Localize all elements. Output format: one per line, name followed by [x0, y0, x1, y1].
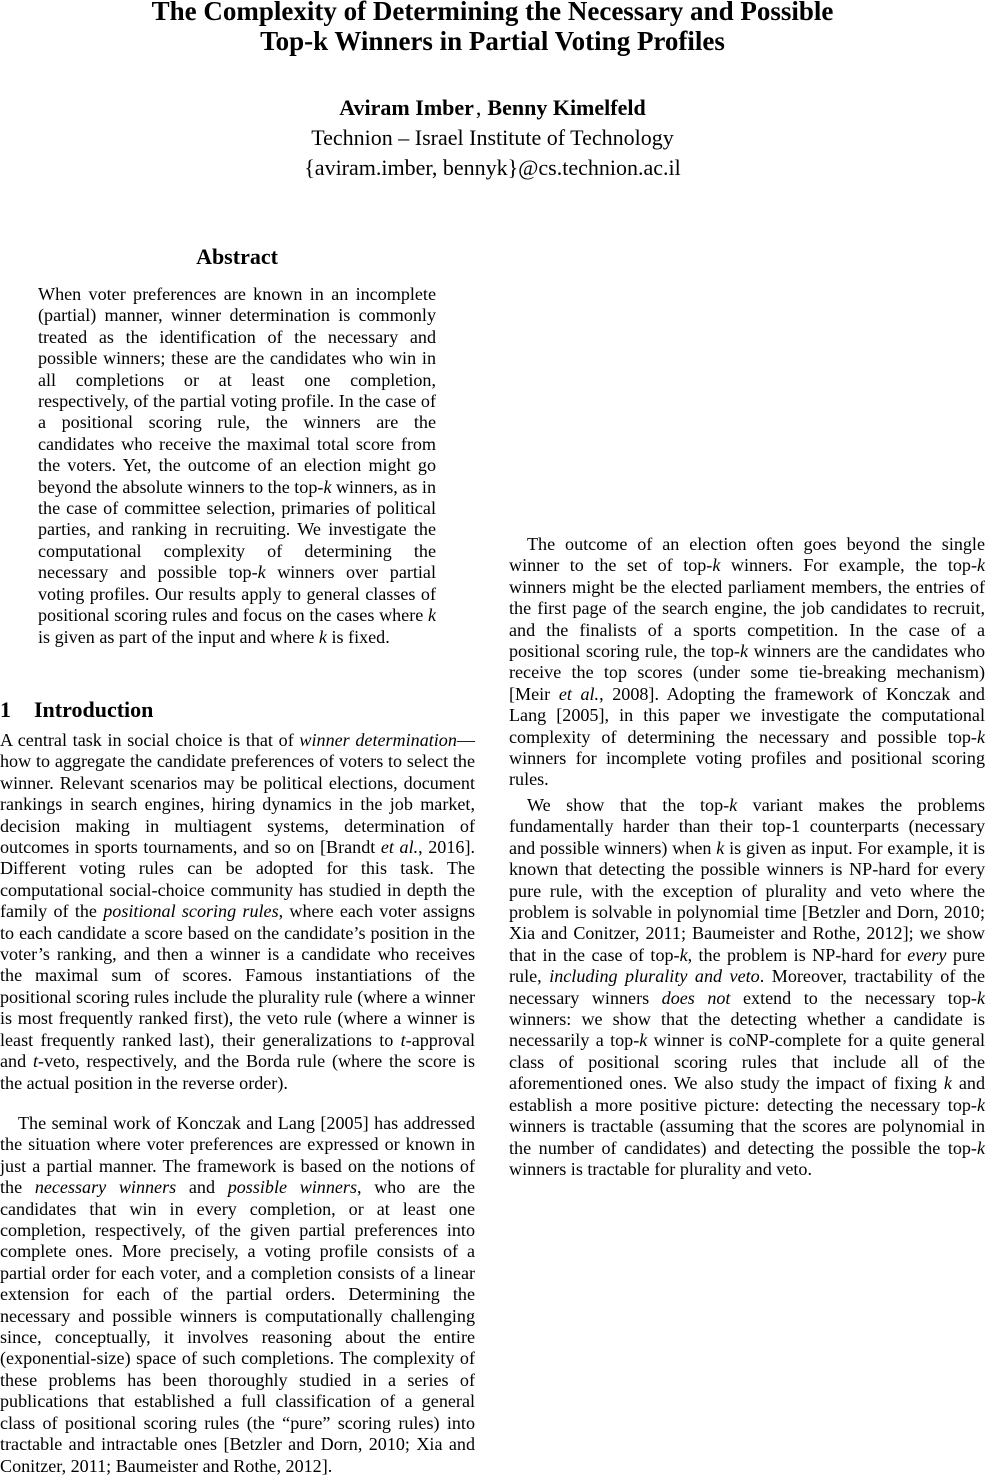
- intro-paragraph-1: [0, 730, 475, 1094]
- section-heading-introduction: [0, 697, 153, 723]
- abstract-heading: Abstract: [196, 244, 278, 269]
- intro-paragraph-3: [509, 534, 985, 791]
- emphasis: necessary winners: [34, 1177, 177, 1198]
- intro-paragraph-4: [509, 795, 985, 1180]
- math-k: k: [976, 726, 985, 747]
- text-run: winners: we show that the detecting whether a candidate is necessarily a top-: [509, 1009, 985, 1051]
- emphasis: et al.: [380, 837, 419, 858]
- text-run: , the problem is NP-hard for: [687, 944, 908, 965]
- text-run: winners for incomplete voting profiles and positional scoring rules.: [509, 748, 985, 790]
- abstract-text-4: is given as part of the input and where: [38, 626, 319, 647]
- text-run: , 2016]. Different voting rules can be adopted for this task. The computational social-choice community has studied in depth the family of the: [0, 837, 475, 922]
- math-k: k: [716, 837, 725, 858]
- text-run: -approval and: [0, 1029, 475, 1072]
- abstract-text: [38, 284, 436, 648]
- emphasis: positional scoring rules: [103, 901, 279, 922]
- text-run: The outcome of an election often goes beyond the single winner to the set of top-: [509, 534, 985, 576]
- text-run: A central task in social choice is that of: [0, 730, 300, 750]
- math-k: k: [943, 1073, 952, 1094]
- math-k: k: [679, 944, 688, 965]
- text-run: , where each voter assigns to each candidate a score based on the candidate’s position in the voter’s ranking, and then a winner is a candidate who receives the maximal sum of scores. Famous instantiations of the positional scoring rules include the plurality rule (where a winner is most frequently ranked first), the veto rule (where a winner is least frequently ranked last), their generalizations to: [0, 901, 475, 1050]
- text-run: winners. For example, the top-: [720, 555, 977, 576]
- author-2: Benny Kimelfeld: [487, 95, 646, 120]
- emphasis: winner determination: [299, 730, 457, 750]
- emphasis: et al.: [558, 683, 600, 704]
- text-run: is given as input. For example, it is known that detecting the possible winners is NP-hard for every pure rule, with the exception of plurality and veto where the problem is solvable in polynomial time [Betzler and Dorn, 2010; Xia and Conitzer, 2011; Baumeister and Rothe, 2012]; we show that in the case of top-: [509, 837, 985, 965]
- math-k: k: [976, 555, 985, 576]
- text-run: . Moreover, tractability of the necessary winners: [509, 966, 985, 1008]
- text-run: winners are the candidates who receive the top scores (under some tie-breaking mechanism) [Meir: [509, 641, 985, 704]
- math-k: k: [739, 641, 748, 662]
- author-names: [0, 93, 985, 123]
- emphasis: possible winners: [227, 1177, 358, 1198]
- math-k: k: [257, 562, 266, 583]
- text-run: winners is tractable (assuming that the scores are polynomial in the number of candidates) and detecting the possible the top-: [509, 1116, 985, 1158]
- text-run: and: [176, 1177, 228, 1198]
- text-run: We show that the top-: [527, 795, 730, 815]
- affiliation: Technion – Israel Institute of Technology: [311, 125, 674, 150]
- text-run: pure rule,: [509, 944, 985, 987]
- math-t: t: [32, 1051, 38, 1072]
- abstract-text-5: is fixed.: [326, 626, 390, 647]
- section-title: Introduction: [34, 697, 154, 722]
- text-run: , 2008]. Adopting the framework of Konczak and Lang [2005], in this paper we investigate the computational complexity of determining the necessary and possible top-: [509, 683, 985, 747]
- abstract-text-3: winners over partial voting profiles. Our results apply to general classes of positional scoring rules and focus on the cases where: [38, 562, 436, 626]
- math-k: k: [976, 1137, 985, 1158]
- math-k: k: [976, 1094, 985, 1115]
- emphasis: does not: [661, 987, 731, 1008]
- math-k: k: [323, 476, 332, 497]
- math-k: k: [976, 987, 985, 1008]
- intro-paragraph-2-start: [0, 1113, 475, 1477]
- author-separator: ,: [475, 95, 482, 120]
- abstract-text-1: When voter preferences are known in an incomplete (partial) manner, winner determination is commonly treated as the identification of the necessary and possible winners; these are the candidates who win in all completions or at least one completion, respectively, of the partial voting profile. In the case of a positional scoring rule, the winners are the candidates who receive the maximal total score from the voters. Yet, the outcome of an election might go beyond the absolute winners to the top-: [38, 284, 436, 497]
- text-run: —how to aggregate the candidate preferences of voters to select the winner. Relevant scenarios may be political elections, document rankings in search engines, hiring dynamics in the job market, decision making in multiagent systems, determination of outcomes in sports tournaments, and so on [Brandt: [0, 730, 475, 858]
- math-k: k: [427, 605, 436, 626]
- math-k: k: [729, 795, 738, 815]
- text-run: -veto, respectively, and the Borda rule (where the score is the actual position in the reverse order).: [0, 1051, 475, 1093]
- author-email: {aviram.imber, bennyk}@cs.technion.ac.il: [304, 155, 681, 180]
- text-run: winners is tractable for plurality and veto.: [509, 1158, 812, 1179]
- text-run: and establish a more positive picture: detecting the necessary top-: [509, 1073, 985, 1115]
- math-k: k: [318, 626, 327, 647]
- emphasis: including plurality and veto: [549, 966, 760, 987]
- emphasis: every: [907, 944, 947, 965]
- title-line-1: The Complexity of Determining the Necessary and Possible: [151, 0, 834, 26]
- text-run: winner is coNP-complete for a quite general class of positional scoring rules that include all of the aforementioned ones. We also study the impact of fixing: [509, 1030, 985, 1094]
- math-k: k: [712, 555, 721, 576]
- paper-title: [0, 0, 985, 56]
- text-run: extend to the necessary top-: [730, 987, 977, 1008]
- title-line-2: Top-k Winners in Partial Voting Profiles: [260, 26, 725, 56]
- text-run: , who are the candidates that win in every completion, or at least one completion, respectively, of the given partial preferences into complete ones. More precisely, a voting profile consists of a partial order for each voter, and a completion consists of a linear extension for each of the partial orders. Determining the necessary and possible winners is computationally challenging since, conceptually, it involves reasoning about the entire (exponential-size) space of such completions. The complexity of these problems has been thoroughly studied in a series of publications that established a full classification of a general class of positional scoring rules (the “pure” scoring rules) into tractable and intractable ones [Betzler and Dorn, 2010; Xia and Conitzer, 2011; Baumeister and Rothe, 2012].: [0, 1177, 475, 1476]
- author-block: [0, 93, 985, 183]
- math-t: t: [400, 1029, 406, 1050]
- text-run: winners might be the elected parliament members, the entries of the first page of the search engine, the job candidates to recruit, and the finalists of a sports competition. In the case of a positional scoring rule, the top-: [509, 576, 985, 662]
- text-run: variant makes the problems fundamentally harder than their top-1 counterparts (necessary and possible winners) when: [509, 795, 985, 858]
- section-number: 1: [0, 697, 11, 722]
- abstract-text-2: winners, as in the case of committee selection, primaries of political parties, and ranking in recruiting. We investigate the computational complexity of determining the necessary and possible top-: [38, 476, 436, 583]
- author-1: Aviram Imber: [339, 95, 474, 120]
- text-run: The seminal work of Konczak and Lang [2005] has addressed the situation where voter preferences are expressed or known in just a partial manner. The framework is based on the notions of the: [0, 1113, 475, 1198]
- math-k: k: [639, 1030, 648, 1051]
